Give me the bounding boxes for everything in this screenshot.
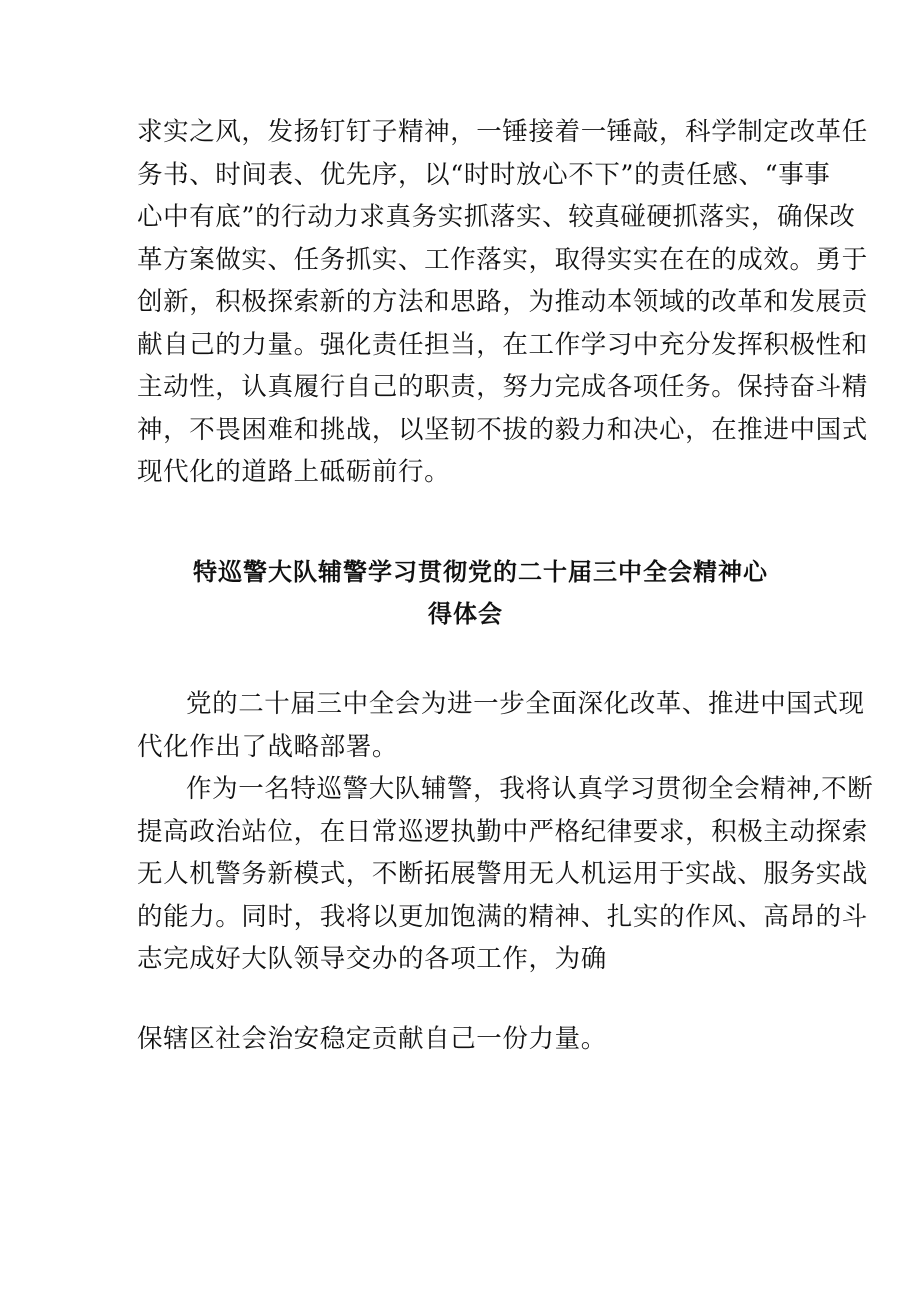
text-line: 务书、时间表、优先序，以“时时放心不下”的责任感、“事事 <box>137 160 831 190</box>
text-line: 党的二十届三中全会为进一步全面深化改革、推进中国式现 <box>186 689 865 719</box>
text-line: 献自己的力量。强化责任担当，在工作学习中充分发挥积极性和 <box>137 330 868 360</box>
text-line: 保辖区社会治安稳定贡献自己一份力量。 <box>137 1024 607 1054</box>
text-line: 志完成好大队领导交办的各项工作，为确 <box>137 944 607 974</box>
text-line: 代化作出了战略部署。 <box>137 732 399 762</box>
text-line: 无人机警务新模式，不断拓展警用无人机运用于实战、服务实战 <box>137 859 868 889</box>
text-line: 神，不畏困难和挑战，以坚韧不拔的毅力和决心，在推进中国式 <box>137 415 868 445</box>
text-line: 革方案做实、任务抓实、工作落实，取得实实在在的成效。勇于 <box>137 245 868 275</box>
text-line: 求实之风，发扬钉钉子精神，一锤接着一锤敲，科学制定改革任 <box>137 117 868 147</box>
text-line: 心中有底”的行动力求真务实抓落实、较真碰硬抓落实，确保改 <box>137 202 856 232</box>
text-line: 的能力。同时，我将以更加饱满的精神、扎实的作风、高昂的斗 <box>137 902 868 932</box>
text-line: 现代化的道路上砥砺前行。 <box>137 457 451 487</box>
text-line: 主动性，认真履行自己的职责，努力完成各项任务。保持奋斗精 <box>137 372 868 402</box>
title-line: 得体会 <box>428 600 503 628</box>
text-line: 创新，积极探索新的方法和思路，为推动本领域的改革和发展贡 <box>137 287 868 317</box>
text-line: 作为一名特巡警大队辅警，我将认真学习贯彻全会精神,不断 <box>186 774 874 804</box>
text-line: 提高政治站位，在日常巡逻执勤中严格纪律要求，积极主动探索 <box>137 817 868 847</box>
title-line: 特巡警大队辅警学习贯彻党的二十届三中全会精神心 <box>193 558 768 586</box>
